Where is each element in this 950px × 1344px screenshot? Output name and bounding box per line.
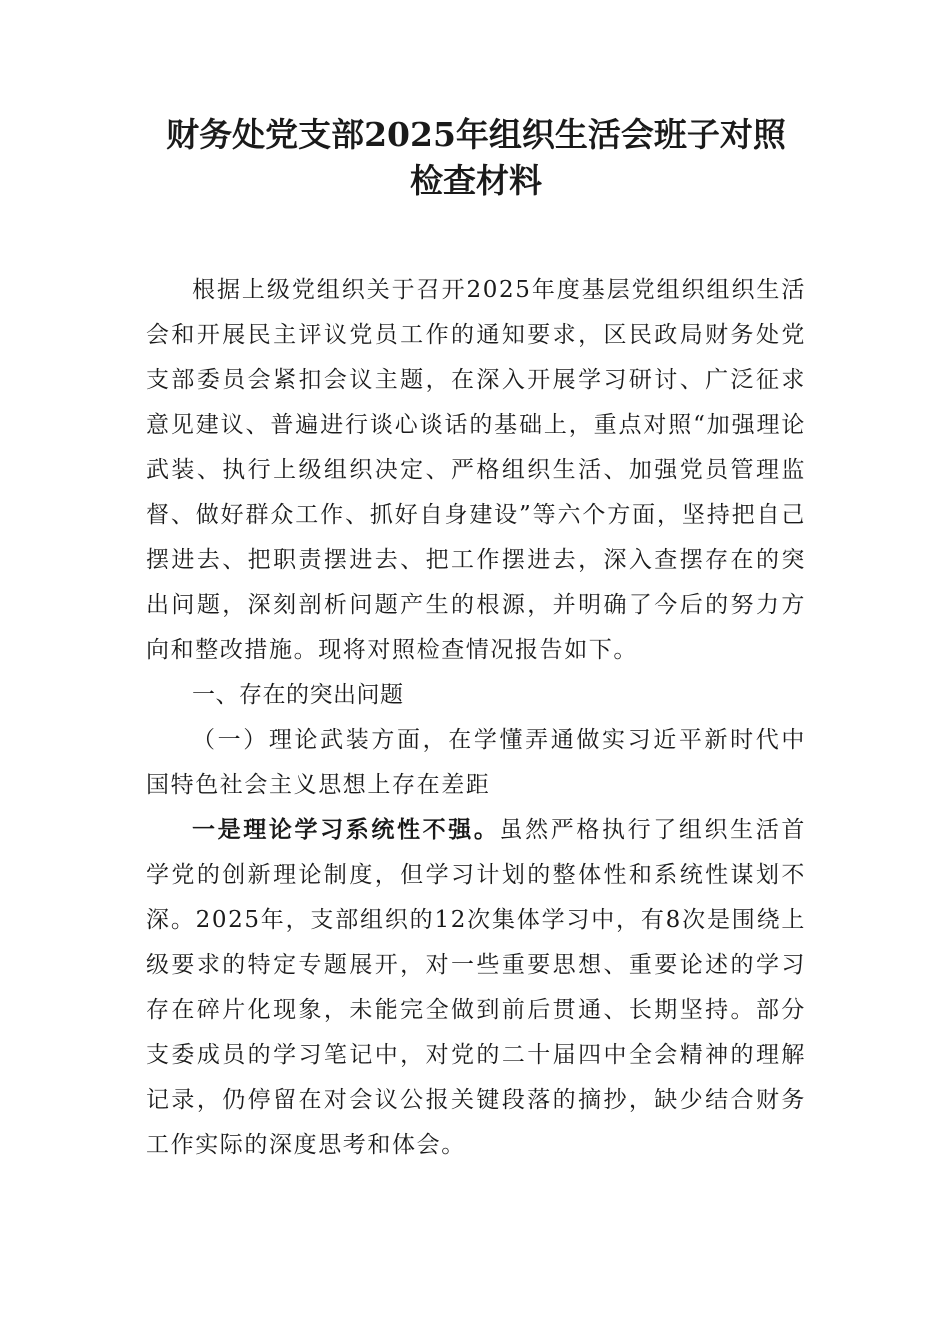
subsection-heading: （一）理论武装方面，在学懂弄通做实习近平新时代中国特色社会主义思想上存在差距 (146, 727, 806, 798)
document-body (146, 268, 806, 1168)
point-paragraph (146, 808, 806, 1168)
point-text: 虽然严格执行了组织生活首学党的创新理论制度，但学习计划的整体性和系统性谋划不深。2025年，支部组织的12次集体学习中，有8次是围绕上级要求的特定专题展开，对一些重要思想、重要论述的学习存在碎片化现象，未能完全做到前后贯通、长期坚持。部分支委成员的学习笔记中，对党的二十届四中全会精神的理解记录，仍停留在对会议公报关键段落的摘抄，缺少结合财务工作实际的深度思考和体会。 (146, 817, 806, 1158)
section-heading: 一、存在的突出问题 (192, 682, 404, 708)
point-lead: 一是理论学习系统性不强。 (192, 817, 500, 843)
title-line-1: 财务处党支部2025年组织生活会班子对照 (166, 115, 786, 154)
document-page (146, 112, 806, 1168)
document-title (146, 112, 806, 204)
title-line-2: 检查材料 (410, 161, 542, 200)
intro-paragraph: 根据上级党组织关于召开2025年度基层党组织组织生活会和开展民主评议党员工作的通知要求，区民政局财务处党支部委员会紧扣会议主题，在深入开展学习研讨、广泛征求意见建议、普遍进行谈心谈话的基础上，重点对照“加强理论武装、执行上级组织决定、严格组织生活、加强党员管理监督、做好群众工作、抓好自身建设”等六个方面，坚持把自己摆进去、把职责摆进去、把工作摆进去，深入查摆存在的突出问题，深刻剖析问题产生的根源，并明确了今后的努力方向和整改措施。现将对照检查情况报告如下。 (146, 277, 806, 663)
